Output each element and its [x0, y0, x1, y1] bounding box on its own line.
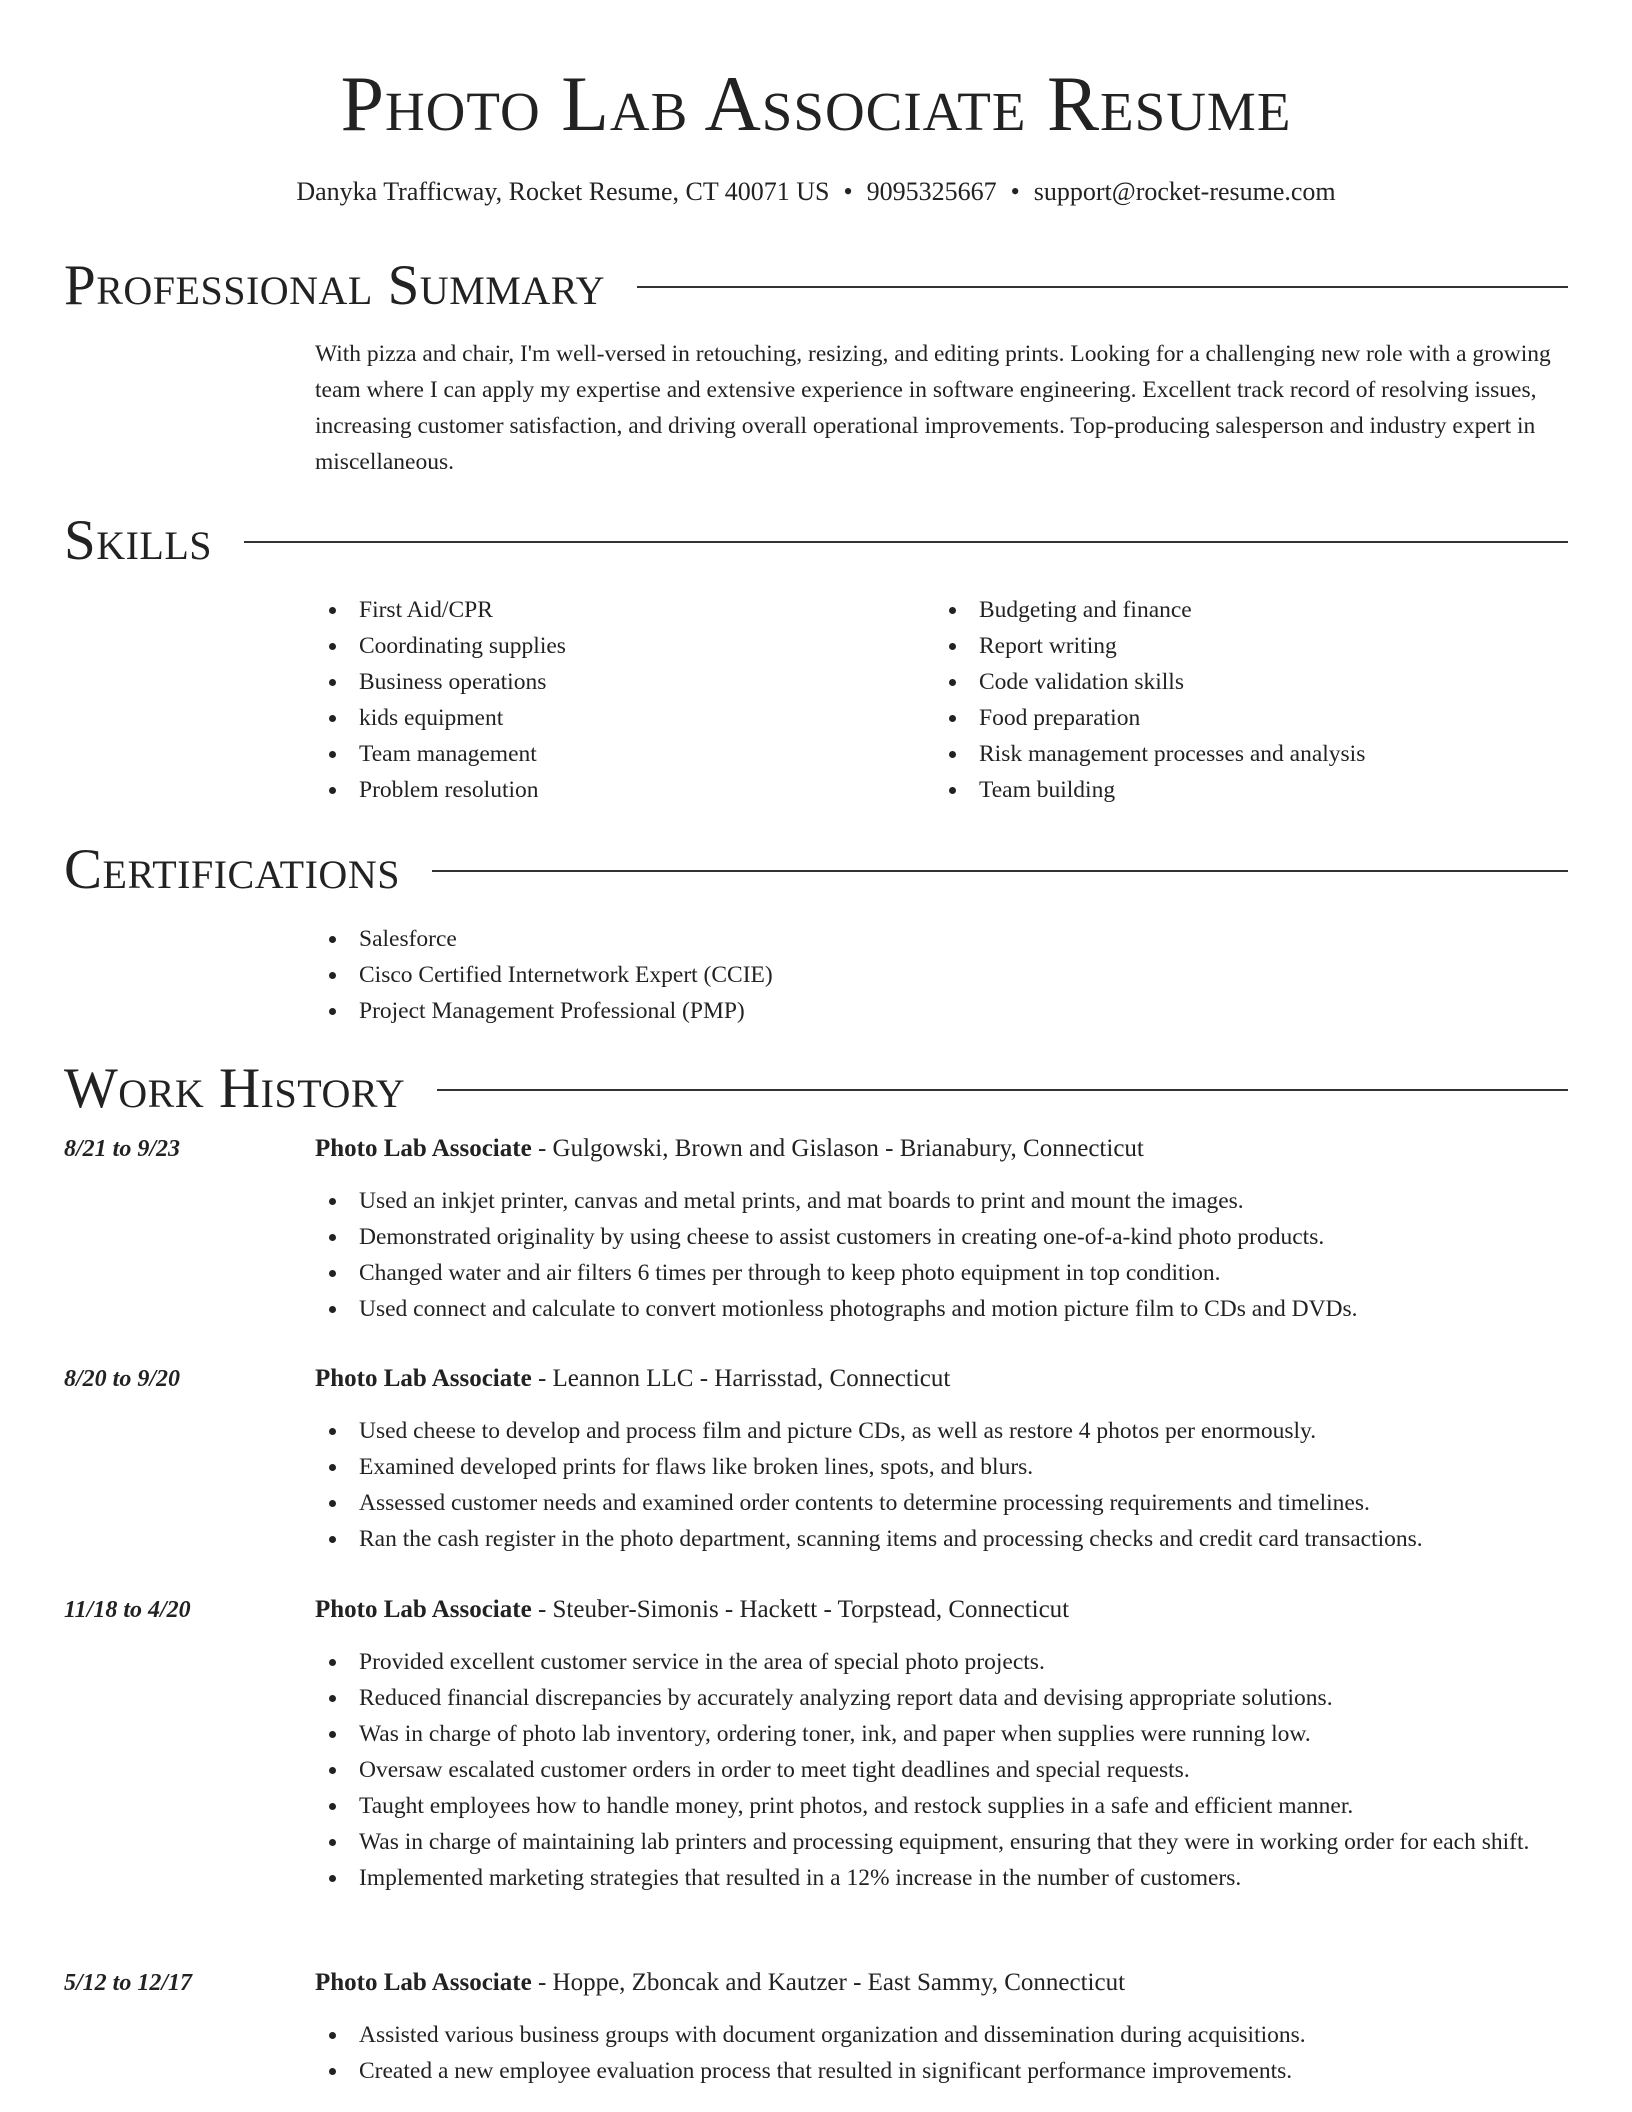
job-bullet: Used cheese to develop and process film and picture CDs, as well as restore 4 photos per enormously. — [315, 1413, 1575, 1449]
job-heading — [315, 1361, 950, 1397]
job-dates: 8/20 to 9/20 — [64, 1366, 181, 1392]
work-history-heading-label: Work History — [64, 1057, 406, 1120]
job-title: Photo Lab Associate — [315, 1365, 532, 1392]
job-bullet: Changed water and air filters 6 times per through to keep photo equipment in top condition. — [315, 1255, 1575, 1291]
skill-item: Code validation skills — [935, 664, 1535, 700]
certification-item: Cisco Certified Internetwork Expert (CCIE) — [315, 957, 1315, 993]
job-bullet: Was in charge of maintaining lab printers and processing equipment, ensuring that they were in working order for each shift. — [315, 1824, 1575, 1860]
job-bullet: Demonstrated originality by using cheese to assist customers in creating one-of-a-kind photo products. — [315, 1219, 1575, 1255]
certification-item: Salesforce — [315, 921, 1315, 957]
job-employer: - Leannon LLC - Harrisstad, Connecticut — [531, 1365, 951, 1392]
email-link[interactable]: support@rocket-resume.com — [1033, 177, 1336, 206]
skill-item: Report writing — [935, 628, 1535, 664]
divider — [637, 286, 1568, 288]
job-employer: - Steuber-Simonis - Hackett - Torpstead, Connecticut — [531, 1596, 1070, 1623]
separator: • — [843, 177, 853, 206]
skills-heading-label: Skills — [64, 509, 213, 572]
skill-item: Problem resolution — [315, 772, 915, 808]
job-bullet: Was in charge of photo lab inventory, ordering toner, ink, and paper when supplies were running low. — [315, 1716, 1575, 1752]
skill-item: Business operations — [315, 664, 915, 700]
divider — [437, 1089, 1568, 1091]
job-dates: 5/12 to 12/17 — [64, 1970, 193, 1996]
certifications-heading-label: Certifications — [64, 838, 400, 901]
job-title: Photo Lab Associate — [315, 1596, 532, 1623]
skills-heading — [64, 509, 1568, 573]
summary-heading-label: Professional Summary — [64, 254, 606, 317]
skill-item: kids equipment — [315, 700, 915, 736]
job-title: Photo Lab Associate — [315, 1135, 532, 1162]
job-title: Photo Lab Associate — [315, 1969, 532, 1996]
certification-item: Project Management Professional (PMP) — [315, 993, 1315, 1029]
skill-item: Team building — [935, 772, 1535, 808]
skill-item: Team management — [315, 736, 915, 772]
job-bullet: Used connect and calculate to convert motionless photographs and motion picture film to CDs and DVDs. — [315, 1291, 1575, 1327]
skills-right-column — [935, 592, 1535, 808]
job-employer: - Gulgowski, Brown and Gislason - Brianabury, Connecticut — [531, 1135, 1144, 1162]
phone: 9095325667 — [866, 177, 997, 206]
skill-item: Risk management processes and analysis — [935, 736, 1535, 772]
job-bullet: Used an inkjet printer, canvas and metal prints, and mat boards to print and mount the images. — [315, 1183, 1575, 1219]
certifications-heading — [64, 838, 1568, 902]
job-bullet: Examined developed prints for flaws like broken lines, spots, and blurs. — [315, 1449, 1575, 1485]
job-dates: 11/18 to 4/20 — [64, 1597, 191, 1623]
job-bullet: Provided excellent customer service in the area of special photo projects. — [315, 1644, 1575, 1680]
job-bullets — [315, 2017, 1575, 2089]
job-employer: - Hoppe, Zboncak and Kautzer - East Sammy, Connecticut — [531, 1969, 1126, 1996]
address: Danyka Trafficway, Rocket Resume, CT 40071 US — [296, 177, 830, 206]
contact-line — [0, 174, 1632, 210]
divider — [432, 870, 1568, 872]
summary-text: With pizza and chair, I'm well-versed in retouching, resizing, and editing prints. Looking for a challenging new role with a growing team where I can apply my expertise and extensive experience in software engineering. Excellent track record of resolving issues, increasing customer satisfaction, and driving overall operational improvements. Top-producing salesperson and industry expert in miscellaneous. — [315, 341, 1551, 475]
skill-item: Food preparation — [935, 700, 1535, 736]
job-bullet: Created a new employee evaluation process that resulted in significant performance improvements. — [315, 2053, 1575, 2089]
skill-item: Coordinating supplies — [315, 628, 915, 664]
job-dates: 8/21 to 9/23 — [64, 1136, 181, 1162]
skills-left-column — [315, 592, 915, 808]
job-bullet: Assisted various business groups with document organization and dissemination during acquisitions. — [315, 2017, 1575, 2053]
divider — [244, 541, 1568, 543]
job-bullet: Implemented marketing strategies that resulted in a 12% increase in the number of customers. — [315, 1860, 1575, 1896]
skill-item: First Aid/CPR — [315, 592, 915, 628]
certifications-list — [315, 921, 1315, 1029]
job-bullet: Ran the cash register in the photo department, scanning items and processing checks and credit card transactions. — [315, 1521, 1575, 1557]
job-bullet: Reduced financial discrepancies by accurately analyzing report data and devising appropriate solutions. — [315, 1680, 1575, 1716]
skill-item: Budgeting and finance — [935, 592, 1535, 628]
job-heading — [315, 1592, 1069, 1628]
job-bullets — [315, 1413, 1575, 1557]
job-bullet: Taught employees how to handle money, print photos, and restock supplies in a safe and efficient manner. — [315, 1788, 1575, 1824]
page-title: Photo Lab Associate Resume — [340, 60, 1292, 147]
job-heading — [315, 1131, 1144, 1167]
job-bullets — [315, 1183, 1575, 1327]
summary-heading — [64, 254, 1568, 318]
job-heading — [315, 1965, 1125, 2001]
job-bullet: Assessed customer needs and examined order contents to determine processing requirements and timelines. — [315, 1485, 1575, 1521]
work-history-heading — [64, 1057, 1568, 1121]
job-bullet: Oversaw escalated customer orders in order to meet tight deadlines and special requests. — [315, 1752, 1575, 1788]
job-bullets — [315, 1644, 1575, 1896]
separator: • — [1010, 177, 1020, 206]
